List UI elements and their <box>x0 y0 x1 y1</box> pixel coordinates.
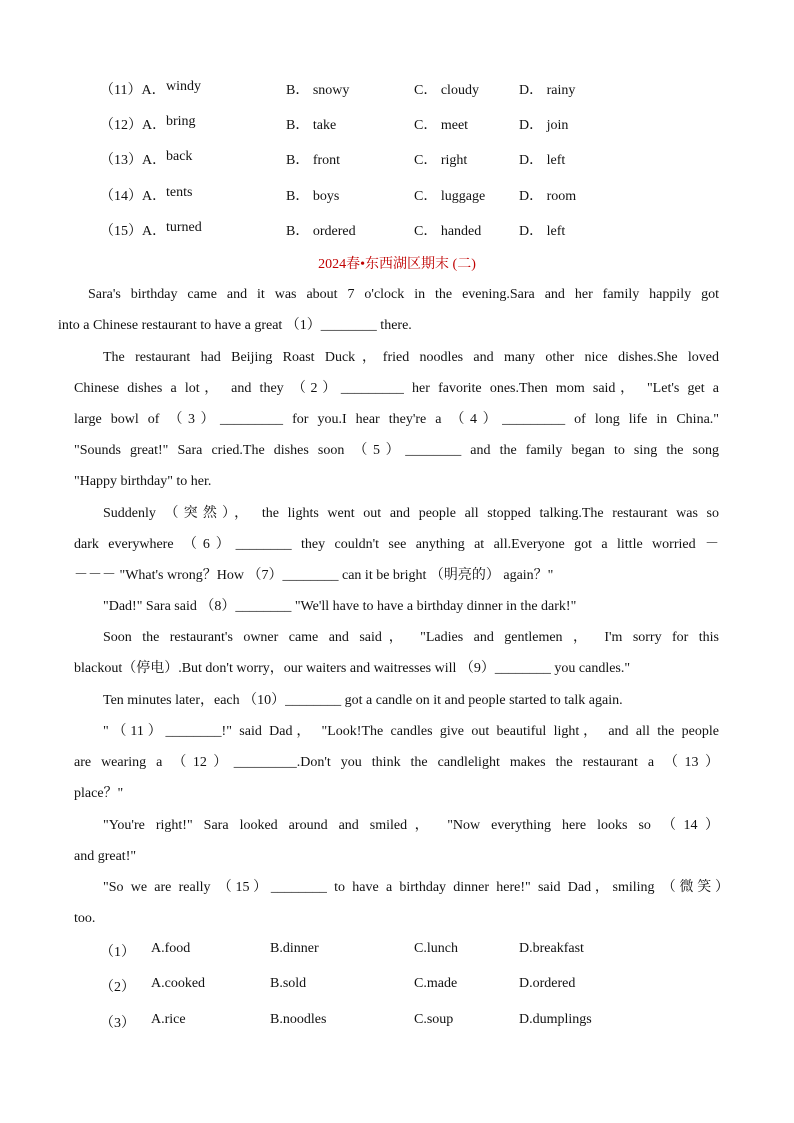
passage-line: The restaurant had Beijing Roast Duck，fried noodles and many other nice dishes.She loved <box>103 350 719 365</box>
passage-paragraph-5 <box>74 627 719 689</box>
passage-paragraph-8 <box>74 815 719 877</box>
passage-line: blackout（停电）.But don't worry，our waiters and waitresses will （9）________ you candles." <box>74 661 631 676</box>
passage-line: "You're right!" Sara looked around and smiled， "Now everything here looks so （14） <box>103 818 719 833</box>
option-b: B． take <box>286 118 337 133</box>
question-option-b: B.sold <box>270 976 307 991</box>
passage-line: Ten minutes later，each （10）________ got a candle on it and people started to talk again. <box>103 693 623 708</box>
option-row-14 <box>0 185 794 207</box>
option-c: C． handed <box>414 224 482 239</box>
question-row-3 <box>0 1012 794 1034</box>
option-number: （15）A． <box>100 224 167 239</box>
option-c: C． meet <box>414 118 469 133</box>
passage-line: －－－ "What's wrong？How （7）________ can it be bright （明亮的） again？" <box>74 568 554 583</box>
question-number: （3） <box>100 1016 135 1031</box>
passage-line: "So we are really （15）________ to have a birthday dinner here!" said Dad，smiling （微笑） <box>103 880 729 895</box>
option-c: C． cloudy <box>414 83 479 98</box>
option-number: （13）A． <box>100 153 167 168</box>
option-b: B． boys <box>286 189 340 204</box>
passage-line: "Happy birthday" to her. <box>74 474 212 489</box>
option-a: windy <box>166 79 201 94</box>
question-option-a: A.cooked <box>151 976 206 991</box>
question-option-d: D.breakfast <box>519 941 584 956</box>
passage-paragraph-9 <box>74 877 729 939</box>
passage-line: too. <box>74 911 96 926</box>
option-b: B． ordered <box>286 224 356 239</box>
passage-line: "（11）________!" said Dad， "Look!The candles give out beautiful light， and all the people <box>103 724 719 739</box>
option-b: B． front <box>286 153 341 168</box>
question-option-a: A.food <box>151 941 191 956</box>
option-a: back <box>166 149 193 164</box>
passage-paragraph-1 <box>58 284 719 346</box>
passage-line: Suddenly （突然）， the lights went out and people all stopped talking.The restaurant was so <box>103 506 719 521</box>
question-option-c: C.made <box>414 976 458 991</box>
section-title: 2024春•东西湖区期末 (二) <box>318 257 476 272</box>
question-number: （2） <box>100 980 135 995</box>
option-d: D． left <box>519 153 566 168</box>
passage-paragraph-2 <box>74 347 719 502</box>
question-row-1 <box>0 941 794 963</box>
passage-line: and great!" <box>74 849 137 864</box>
question-option-a: A.rice <box>151 1012 186 1027</box>
option-a: turned <box>166 220 202 235</box>
passage-line: dark everywhere （6）________ they couldn't see anything at all.Everyone got a little worried － <box>74 537 719 552</box>
option-a: tents <box>166 185 193 200</box>
passage-line: "Dad!" Sara said （8）________ "We'll have to have a birthday dinner in the dark!" <box>103 599 577 614</box>
question-option-c: C.soup <box>414 1012 454 1027</box>
option-row-13 <box>0 149 794 171</box>
passage-line: large bowl of （3）_________ for you.I hear they're a （4）_________ of long life in China." <box>74 412 719 427</box>
option-number: （11）A． <box>100 83 166 98</box>
question-option-b: B.dinner <box>270 941 319 956</box>
option-c: C． luggage <box>414 189 486 204</box>
question-number: （1） <box>100 945 135 960</box>
option-a: bring <box>166 114 196 129</box>
passage-paragraph-3 <box>74 503 719 596</box>
option-row-15 <box>0 220 794 242</box>
option-number: （14）A． <box>100 189 167 204</box>
passage-paragraph-6 <box>74 690 719 721</box>
question-option-c: C.lunch <box>414 941 458 956</box>
option-row-12 <box>0 114 794 136</box>
question-option-d: D.dumplings <box>519 1012 592 1027</box>
option-d: D． join <box>519 118 569 133</box>
passage-paragraph-4 <box>74 596 719 627</box>
option-b: B． snowy <box>286 83 350 98</box>
passage-line: "Sounds great!" Sara cried.The dishes soon （5）________ and the family began to sing the song <box>74 443 719 458</box>
question-option-d: D.ordered <box>519 976 576 991</box>
passage-line: into a Chinese restaurant to have a great （1）________ there. <box>58 318 412 333</box>
passage-paragraph-7 <box>74 721 719 814</box>
option-c: C． right <box>414 153 468 168</box>
option-number: （12）A． <box>100 118 167 133</box>
option-row-11 <box>0 79 794 101</box>
passage-line: are wearing a （12）_________.Don't you think the candlelight makes the restaurant a （13） <box>74 755 719 770</box>
passage-line: Soon the restaurant's owner came and said， "Ladies and gentlemen ， I'm sorry for this <box>103 630 719 645</box>
passage-line: Chinese dishes a lot， and they （2）_________ her favorite ones.Then mom said， "Let's get a <box>74 381 719 396</box>
option-d: D． left <box>519 224 566 239</box>
option-d: D． rainy <box>519 83 576 98</box>
option-d: D． room <box>519 189 577 204</box>
passage-line: Sara's birthday came and it was about 7 o'clock in the evening.Sara and her family happily got <box>88 287 719 302</box>
passage-line: place？" <box>74 786 124 801</box>
question-row-2 <box>0 976 794 998</box>
question-option-b: B.noodles <box>270 1012 327 1027</box>
